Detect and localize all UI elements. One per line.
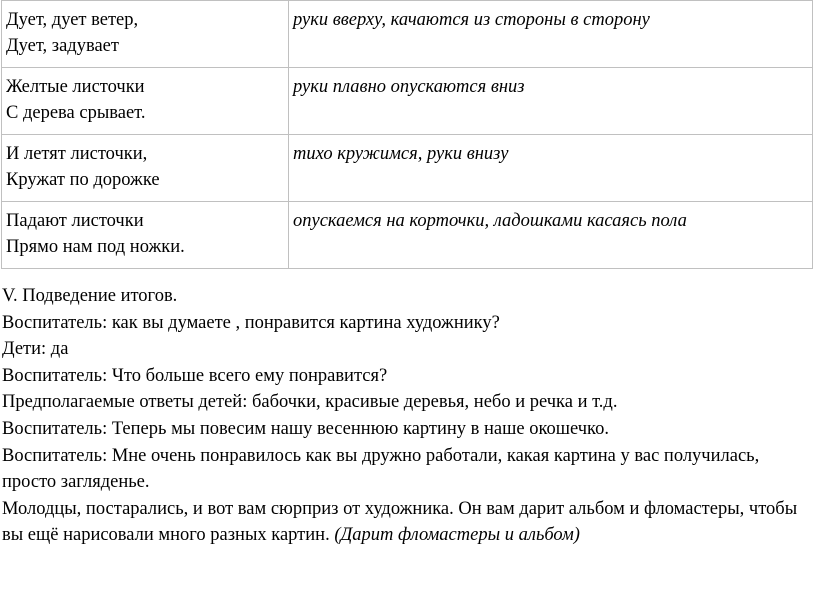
paragraph: Воспитатель: Что больше всего ему понравится? [2,365,388,386]
verse-cell [2,202,289,269]
verse-line: Дует, задувает [6,36,119,56]
paragraph: Воспитатель: как вы думаете , понравится картина художнику? [2,312,500,333]
exercise-table [1,0,813,269]
verse-line: И летят листочки, [6,144,148,164]
verse-line: Дует, дует ветер, [6,10,139,30]
verse-cell [2,135,289,202]
verse-cell [2,68,289,135]
action-cell: опускаемся на корточки, ладошками касаясь пола [289,202,813,269]
action-cell: руки вверху, качаются из стороны в сторону [289,1,813,68]
table-row [2,1,813,68]
verse-line: Кружат по дорожке [6,170,160,190]
verse-cell [2,1,289,68]
paragraph: Предполагаемые ответы детей: бабочки, красивые деревья, небо и речка и т.д. [2,392,618,413]
verse-line: С дерева срывает. [6,103,146,123]
verse-line: Желтые листочки [6,77,145,97]
lesson-summary [2,283,802,549]
paragraph: Дети: да [2,339,69,360]
paragraph-text: Молодцы, постарались, и вот вам сюрприз от художника. Он вам дарит альбом и фломастеры, чтобы вы ещё нарисовали много разных картин. [2,498,798,546]
verse-line: Прямо нам под ножки. [6,237,185,257]
paragraph: Воспитатель: Мне очень понравилось как вы дружно работали, какая картина у вас получилась, просто загляденье. [2,445,760,493]
table-row [2,68,813,135]
table-row [2,202,813,269]
paragraph: Воспитатель: Теперь мы повесим нашу весеннюю картину в наше окошечко. [2,418,609,439]
section-heading: V. Подведение итогов. [2,286,178,306]
action-cell: руки плавно опускаются вниз [289,68,813,135]
table-row [2,135,813,202]
action-cell: тихо кружимся, руки внизу [289,135,813,202]
stage-direction: (Дарит фломастеры и альбом) [334,525,580,546]
verse-line: Падают листочки [6,211,144,231]
paragraph [2,496,802,549]
